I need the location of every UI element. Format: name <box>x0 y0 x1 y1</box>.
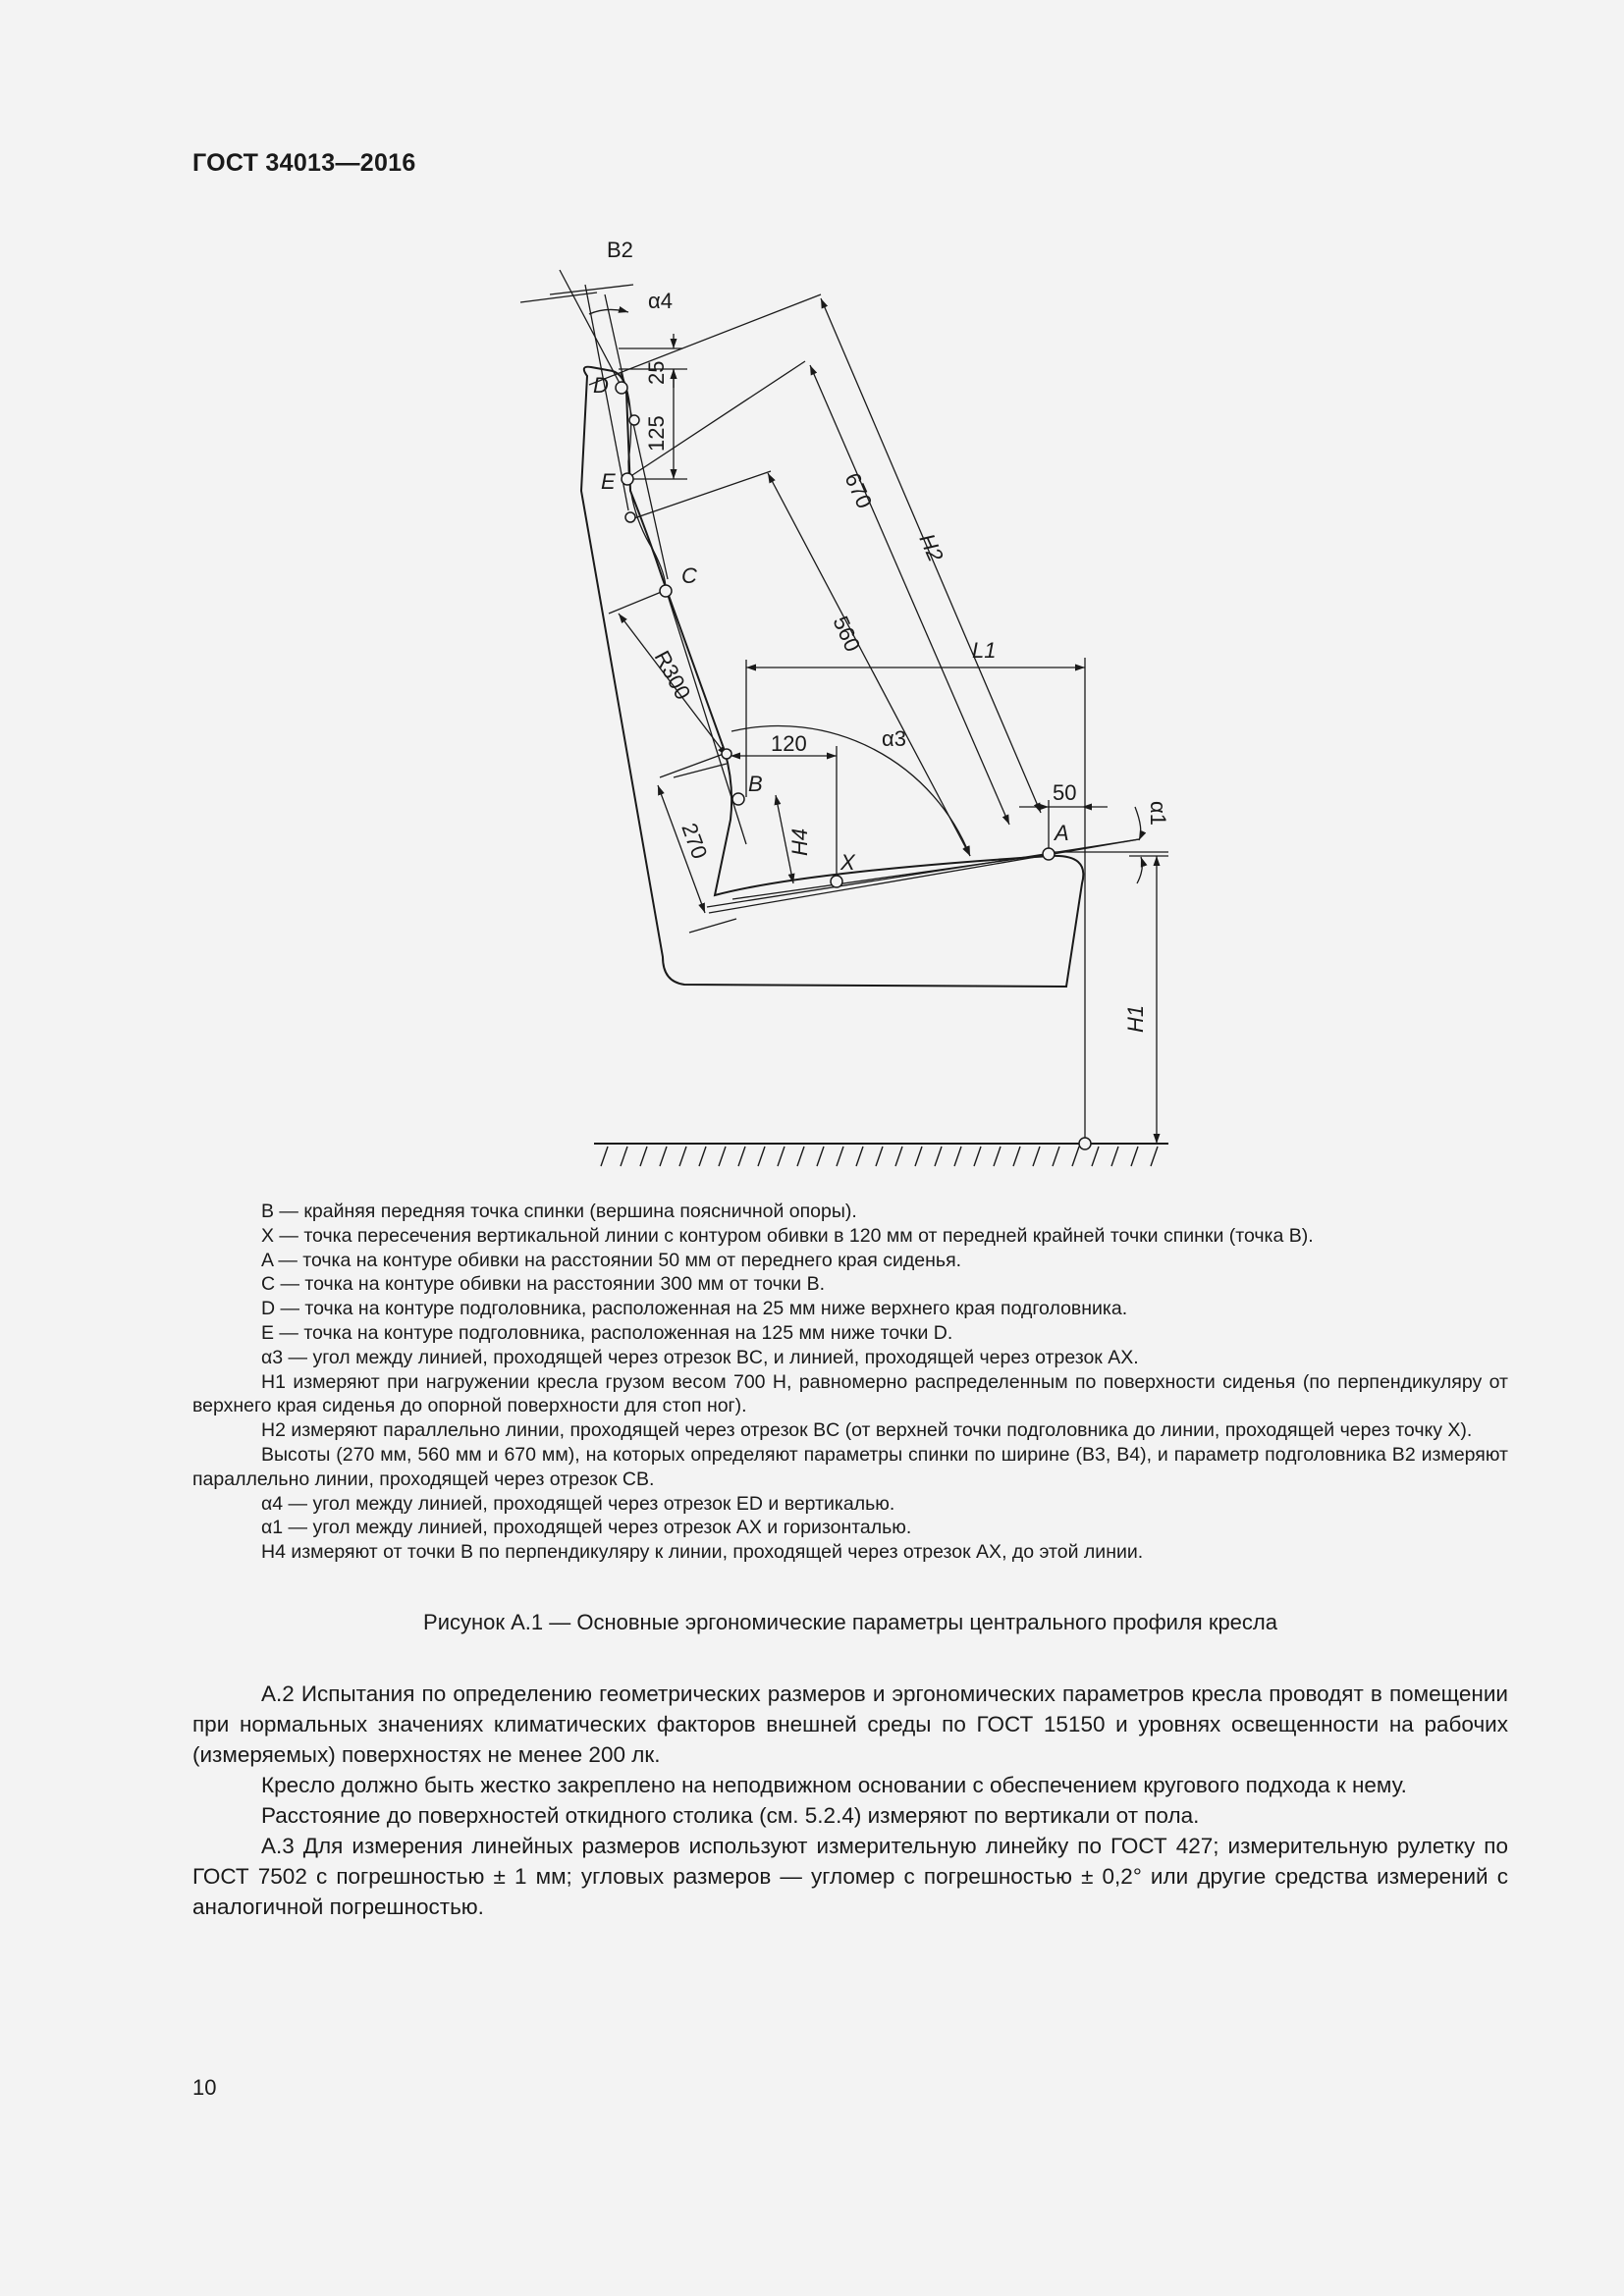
legend-item: Высоты (270 мм, 560 мм и 670 мм), на которых определяют параметры спинки по ширине (B3, B4), и параметр подголовника B2 измеряют параллельно линии, проходящей через отрезок CB. <box>192 1443 1508 1490</box>
legend-item: α1 — угол между линией, проходящей через отрезок AX и горизонталью. <box>261 1517 912 1539</box>
label-x: X <box>840 850 855 875</box>
legend-item: α3 — угол между линией, проходящей через отрезок BC, и линией, проходящей через отрезок AX. <box>261 1346 1139 1368</box>
label-l1: L1 <box>972 638 997 663</box>
legend-item: A — точка на контуре обивки на расстоянии 50 мм от переднего края сиденья. <box>261 1249 962 1271</box>
document-header: ГОСТ 34013—2016 <box>192 149 416 177</box>
legend-item: D — точка на контуре подголовника, расположенная на 25 мм ниже верхнего края подголовника. <box>261 1298 1128 1320</box>
legend-item: H1 измеряют при нагружении кресла грузом весом 700 H, равномерно распределенным по поверхности сиденья (по перпендикуляру от верхнего края сиденья до опорной поверхности для стоп ног). <box>192 1370 1508 1417</box>
label-h2: H2 <box>914 529 948 565</box>
dim-50: 50 <box>1053 780 1077 805</box>
label-h1: H1 <box>1123 1004 1148 1033</box>
paragraph: Расстояние до поверхностей откидного столика (см. 5.2.4) измеряют по вертикали от пола. <box>261 1803 1200 1828</box>
paragraph: Кресло должно быть жестко закреплено на неподвижном основании с обеспечением кругового подхода к нему. <box>261 1773 1407 1797</box>
legend-item: H2 измеряют параллельно линии, проходящей через отрезок BC (от верхней точки подголовника до линии, проходящей через точку X). <box>261 1419 1473 1442</box>
legend-item: C — точка на контуре обивки на расстоянии 300 мм от точки B. <box>261 1273 826 1296</box>
point-c <box>660 585 672 597</box>
dim-270: 270 <box>677 820 713 863</box>
dim-670: 670 <box>839 468 878 512</box>
label-c: C <box>681 563 697 588</box>
label-b2: B2 <box>607 238 633 262</box>
legend-item: H4 измеряют от точки B по перпендикуляру к линии, проходящей через отрезок AX, до этой линии. <box>261 1541 1144 1564</box>
label-alpha4: α4 <box>648 289 673 313</box>
point-x <box>831 876 842 887</box>
point-b <box>732 793 744 805</box>
label-d: D <box>593 373 609 398</box>
legend-item: X — точка пересечения вертикальной линии с контуром обивки в 120 мм от передней крайней точки спинки (точка B). <box>261 1224 1314 1247</box>
legend-item: α4 — угол между линией, проходящей через отрезок ED и вертикалью. <box>261 1492 895 1515</box>
label-alpha1: α1 <box>1146 801 1170 826</box>
point-a <box>1043 848 1055 860</box>
label-alpha3: α3 <box>882 726 906 751</box>
label-h4: H4 <box>787 828 812 856</box>
figure-caption: Рисунок А.1 — Основные эргономические параметры центрального профиля кресла <box>423 1610 1277 1634</box>
figure-legend <box>192 1200 1508 1565</box>
dim-125: 125 <box>644 415 669 452</box>
point-e <box>622 473 633 485</box>
dim-25: 25 <box>644 360 669 385</box>
label-e: E <box>601 469 616 494</box>
label-r300: R300 <box>649 646 696 704</box>
paragraph: А.2 Испытания по определению геометрических размеров и эргономических параметров кресла проводят в помещении при нормальных значениях климатических факторов внешней среды по ГОСТ 15150 и уровнях освещенности на рабочих (измеряемых) поверхностях не менее 200 лк. <box>192 1682 1508 1767</box>
point-d <box>616 382 627 394</box>
label-b: B <box>748 772 763 796</box>
page-number: 10 <box>192 2075 217 2100</box>
legend-item: B — крайняя передняя точка спинки (вершина поясничной опоры). <box>261 1201 857 1222</box>
paragraph: А.3 Для измерения линейных размеров используют измерительную линейку по ГОСТ 427; измерительную рулетку по ГОСТ 7502 с погрешностью ± 1 мм; угловых размеров — угломер с погрешностью ± 0,2° или другие средства измерений с аналогичной погрешностью. <box>192 1834 1508 1919</box>
dim-120: 120 <box>771 731 807 756</box>
body-text <box>192 1679 1508 1922</box>
legend-item: E — точка на контуре подголовника, расположенная на 125 мм ниже точки D. <box>261 1321 953 1344</box>
label-a: A <box>1055 821 1069 845</box>
dim-560: 560 <box>828 612 866 656</box>
